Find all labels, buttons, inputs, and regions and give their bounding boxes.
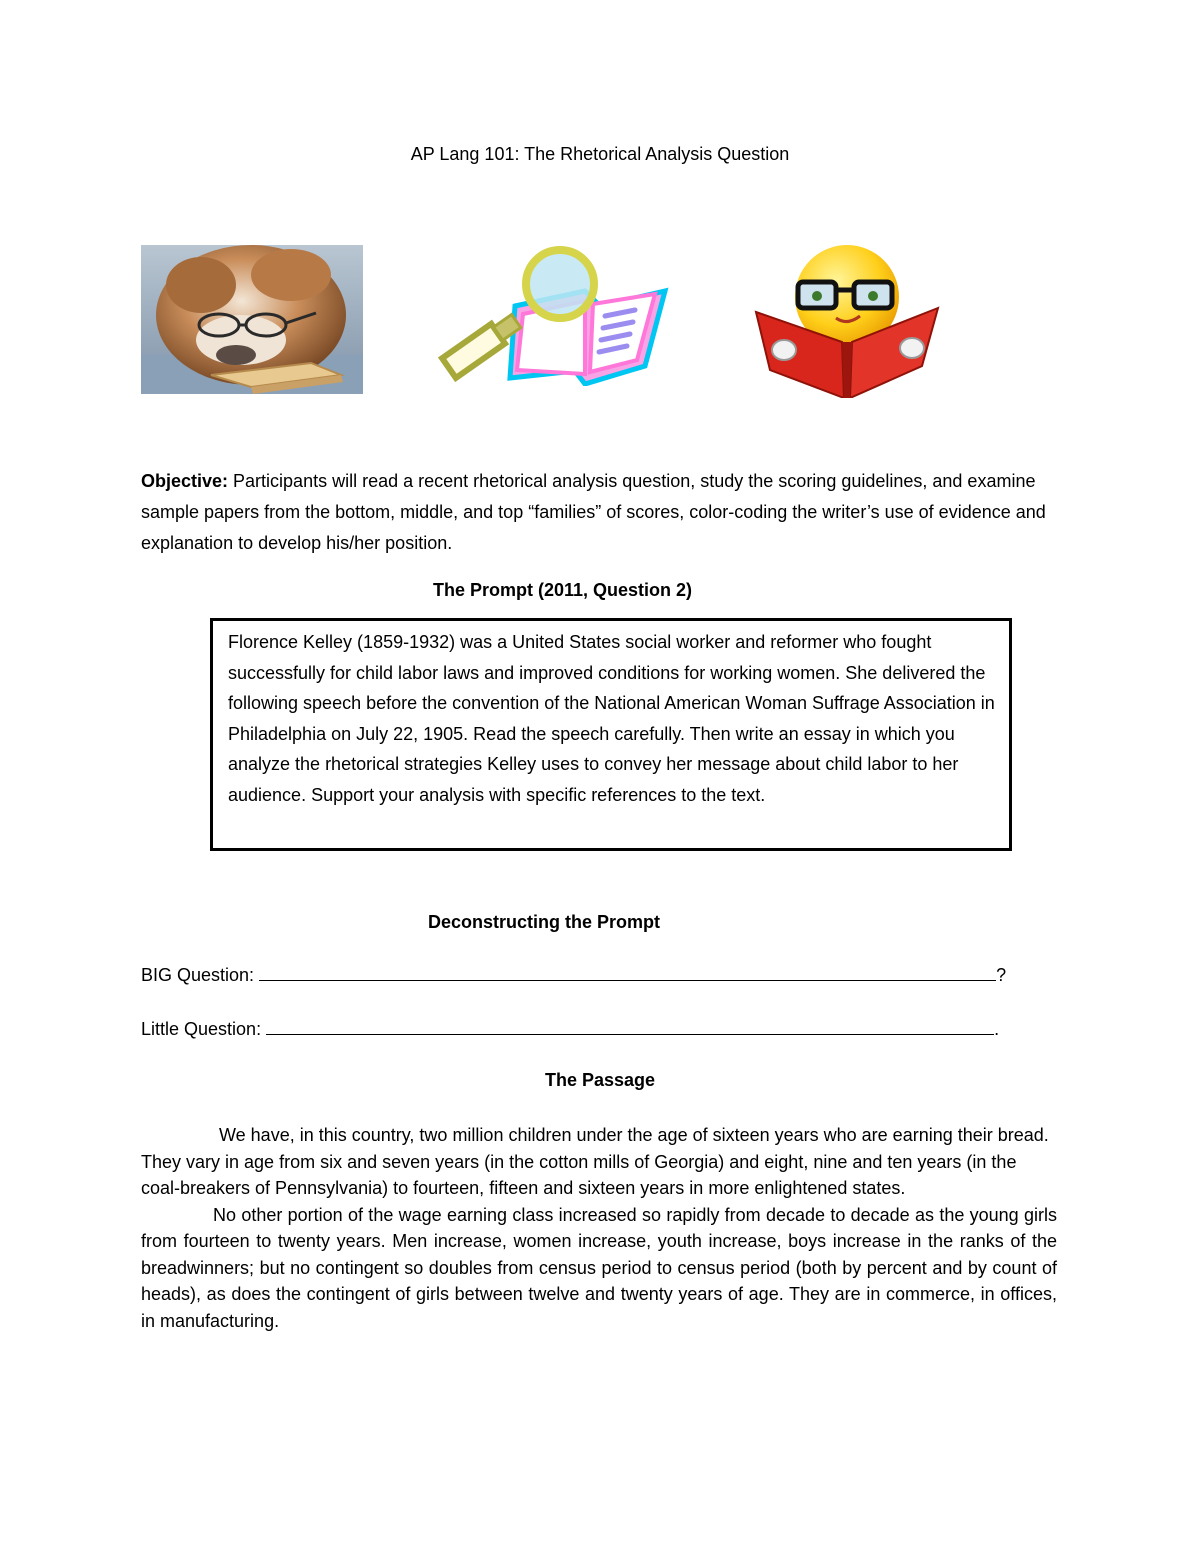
big-question-line [141,964,1006,986]
little-question-line [141,1018,999,1040]
magnifying-glass-book-image [425,246,671,386]
deconstruct-heading: Deconstructing the Prompt [427,912,660,932]
prompt-box: Florence Kelley (1859-1932) was a United States social worker and reformer who fought successfully for child labor laws and improved conditions for working women. She delivered the following speech before the convention of the National American Woman Suffrage Association in Philadelphia on July 22, 1905. Read the speech carefully. Then write an essay in which you analyze the rhetorical strategies Kelley uses to convey her message about child labor to her audience. Support your analysis with specific references to the text. [210,618,1012,851]
little-question-end: . [994,1019,1000,1039]
little-question-blank[interactable] [266,1018,994,1035]
objective-paragraph [141,466,1061,559]
big-question-label: BIG Question: [141,965,255,985]
big-question-end: ? [996,965,1007,985]
page-title: AP Lang 101: The Rhetorical Analysis Question [410,144,790,164]
passage-text [141,1122,1057,1334]
passage-heading: The Passage [544,1070,656,1090]
objective-text: Participants will read a recent rhetorical analysis question, study the scoring guidelines, and examine sample papers from the bottom, middle, and top “families” of scores, color-coding the writer’s use of evidence and explanation to develop his/her position. [141,471,1046,553]
little-question-label: Little Question: [141,1019,262,1039]
passage-paragraph-1: We have, in this country, two million children under the age of sixteen years who are earning their bread. They vary in age from six and seven years (in the cotton mills of Georgia) and eight, nine and ten years (in the coal-breakers of Pennsylvania) to fourteen, fifteen and sixteen years in more enlightened states. [141,1125,1049,1198]
smiley-reading-image [752,242,942,398]
bulldog-reading-image [141,245,363,394]
prompt-heading: The Prompt (2011, Question 2) [432,580,693,600]
big-question-blank[interactable] [259,964,996,981]
objective-label: Objective: [141,471,229,491]
passage-paragraph-2: No other portion of the wage earning class increased so rapidly from decade to decade as the young girls from fourteen to twenty years. Men increase, women increase, youth increase, boys increase in the ranks of the breadwinners; but no contingent so doubles from census period to census period (both by percent and by count of heads), as does the contingent of girls between twelve and twenty years of age. They are in commerce, in offices, in manufacturing. [141,1204,1057,1331]
